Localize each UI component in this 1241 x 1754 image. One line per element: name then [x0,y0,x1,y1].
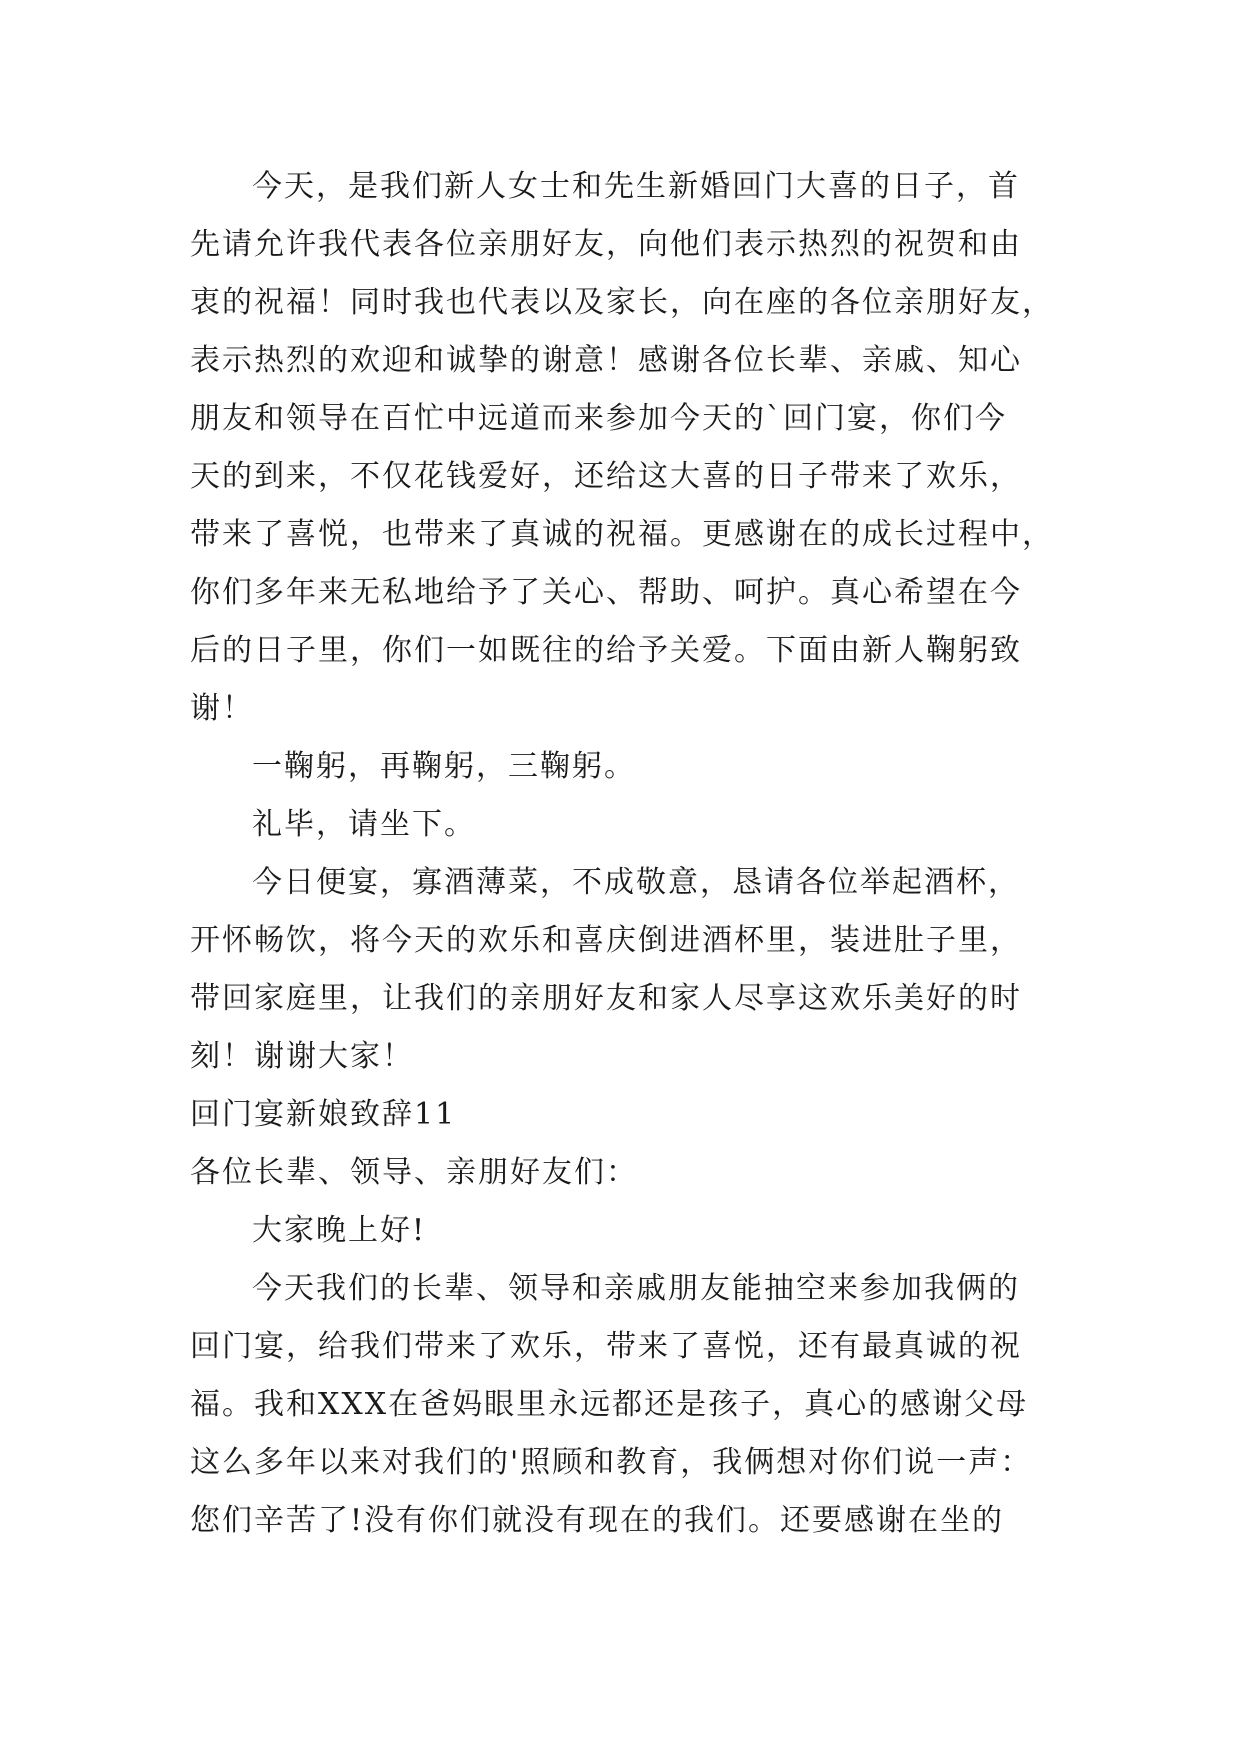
text-line: 天的到来，不仅花钱爱好，还给这大喜的日子带来了欢乐， [190,459,1022,494]
text-line: 先请允许我代表各位亲朋好友，向他们表示热烈的祝贺和由 [190,227,1022,262]
text-line: 朋友和领导在百忙中远道而来参加今天的`回门宴，你们今 [190,401,1007,436]
text-line: 带回家庭里，让我们的亲朋好友和家人尽享这欢乐美好的时 [190,981,1022,1016]
text-line: 开怀畅饮，将今天的欢乐和喜庆倒进酒杯里，装进肚子里， [190,923,1022,958]
text-line: 衷的祝福！同时我也代表以及家长，向在座的各位亲朋好友， [190,285,1054,320]
text-line: 表示热烈的欢迎和诚挚的谢意！感谢各位长辈、亲戚、知心 [190,343,1022,378]
text-line: 今天，是我们新人女士和先生新婚回门大喜的日子，首 [252,169,1020,204]
text-line: 您们辛苦了!没有你们就没有现在的我们。还要感谢在坐的 [190,1503,1005,1538]
section-heading: 回门宴新娘致辞11 [190,1097,457,1132]
text-line: 今日便宴，寡酒薄菜，不成敬意，恳请各位举起酒杯， [252,865,1020,900]
text-line: 刻！谢谢大家！ [190,1039,414,1074]
document-body [190,158,1090,1550]
text-line: 礼毕，请坐下。 [252,807,476,842]
greeting: 大家晚上好! [252,1213,427,1248]
text-line: 谢！ [190,691,254,726]
salutation: 各位长辈、领导、亲朋好友们： [190,1155,638,1190]
text-line: 带来了喜悦，也带来了真诚的祝福。更感谢在的成长过程中， [190,517,1054,552]
text-line: 后的日子里，你们一如既往的给予关爱。下面由新人鞠躬致 [190,633,1022,668]
text-line: 今天我们的长辈、领导和亲戚朋友能抽空来参加我俩的 [252,1271,1020,1306]
text-line: 你们多年来无私地给予了关心、帮助、呵护。真心希望在今 [190,575,1022,610]
text-line: 回门宴，给我们带来了欢乐，带来了喜悦，还有最真诚的祝 [190,1329,1022,1364]
text-line: 这么多年以来对我们的'照顾和教育，我俩想对你们说一声： [190,1445,1033,1480]
text-line: 一鞠躬，再鞠躬，三鞠躬。 [252,749,636,784]
text-line: 福。我和XXX在爸妈眼里永远都还是孩子，真心的感谢父母 [190,1387,1029,1422]
